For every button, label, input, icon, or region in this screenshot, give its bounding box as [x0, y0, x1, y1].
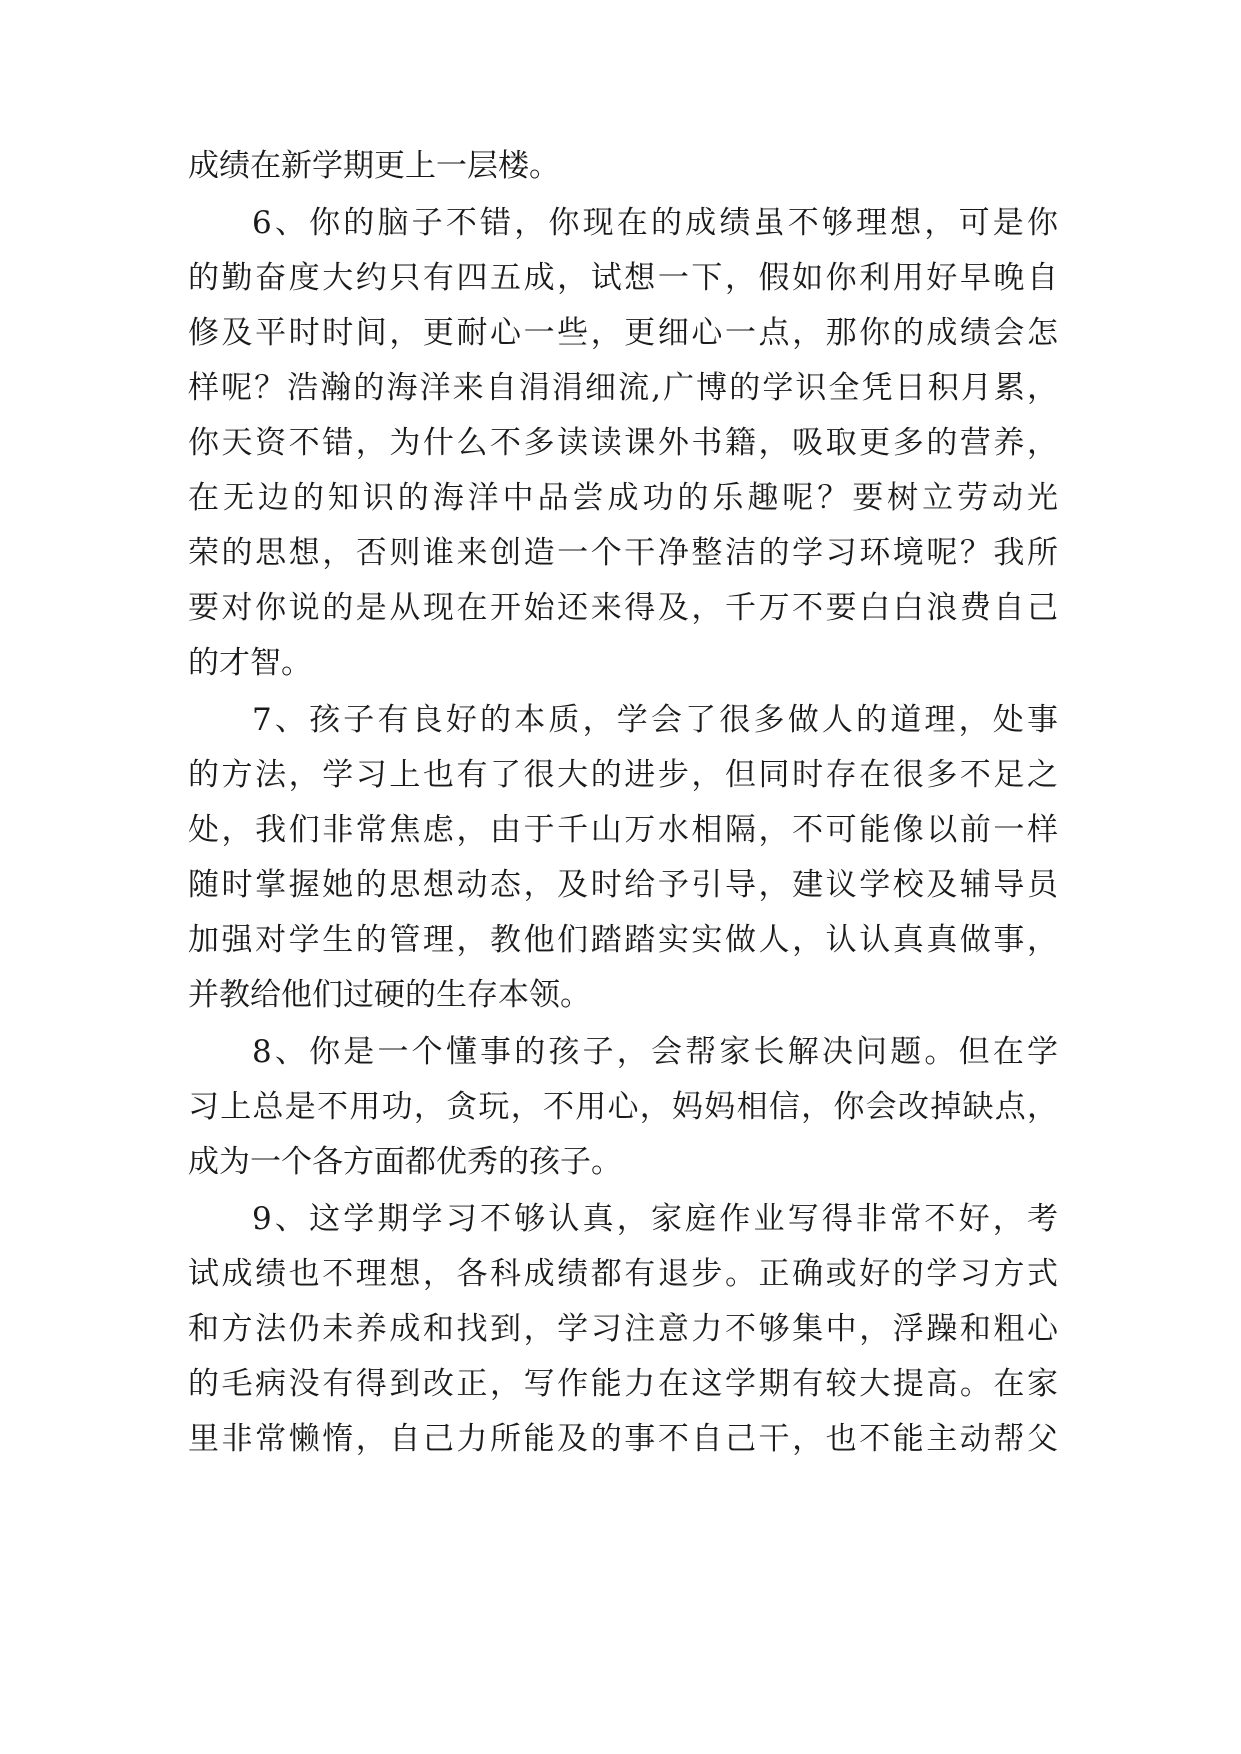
- text-line: 里非常懒惰，自己力所能及的事不自己干，也不能主动帮父: [188, 1421, 1058, 1457]
- text-line: 的才智。: [188, 645, 312, 681]
- text-line: 你天资不错，为什么不多读读课外书籍，吸取更多的营养，: [188, 425, 1058, 461]
- text-line: 的方法，学习上也有了很大的进步，但同时存在很多不足之: [188, 757, 1058, 793]
- text-line: 成为一个各方面都优秀的孩子。: [188, 1144, 622, 1180]
- text-line: 9、这学期学习不够认真，家庭作业写得非常不好，考: [252, 1201, 1058, 1237]
- text-line: 修及平时时间，更耐心一些，更细心一点，那你的成绩会怎: [188, 315, 1058, 351]
- text-line: 加强对学生的管理，教他们踏踏实实做人，认认真真做事，: [188, 922, 1058, 958]
- text-line: 荣的思想，否则谁来创造一个干净整洁的学习环境呢？我所: [188, 535, 1058, 571]
- text-line: 8、你是一个懂事的孩子，会帮家长解决问题。但在学: [252, 1034, 1058, 1070]
- text-line: 习上总是不用功，贪玩，不用心，妈妈相信，你会改掉缺点，: [188, 1089, 1058, 1125]
- text-line: 的勤奋度大约只有四五成，试想一下，假如你利用好早晚自: [188, 260, 1058, 296]
- text-line: 随时掌握她的思想动态，及时给予引导，建议学校及辅导员: [188, 867, 1058, 903]
- text-line: 并教给他们过硬的生存本领。: [188, 977, 591, 1013]
- text-line: 处，我们非常焦虑，由于千山万水相隔，不可能像以前一样: [188, 812, 1058, 848]
- text-line: 要对你说的是从现在开始还来得及，千万不要白白浪费自己: [188, 590, 1058, 626]
- text-line: 7、孩子有良好的本质，学会了很多做人的道理，处事: [252, 702, 1058, 738]
- text-line: 的毛病没有得到改正，写作能力在这学期有较大提高。在家: [188, 1366, 1058, 1402]
- text-line: 和方法仍未养成和找到，学习注意力不够集中，浮躁和粗心: [188, 1311, 1058, 1347]
- text-line: 在无边的知识的海洋中品尝成功的乐趣呢？要树立劳动光: [188, 480, 1058, 516]
- text-line: 6、你的脑子不错，你现在的成绩虽不够理想，可是你: [252, 205, 1058, 241]
- text-line: 成绩在新学期更上一层楼。: [188, 148, 560, 184]
- text-line: 样呢？浩瀚的海洋来自涓涓细流,广博的学识全凭日积月累，: [188, 370, 1058, 406]
- text-line: 试成绩也不理想，各科成绩都有退步。正确或好的学习方式: [188, 1256, 1058, 1292]
